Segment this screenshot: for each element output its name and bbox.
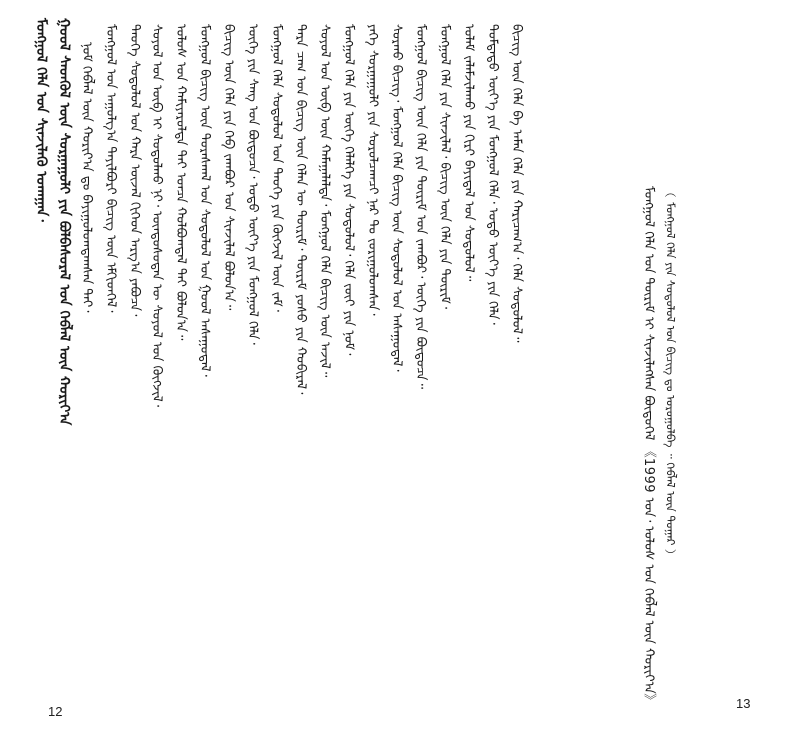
text-column: ᠮᠣᠩᠭᠣᠯ ᠬᠡᠯᠡ ᠤᠨ ᠰᠢᠨᠵᠢᠯᠡᠬᠦ ᠤᠬᠠᠭᠠᠨ᠂ bbox=[33, 18, 49, 222]
text-column: ᠲᠡᠦᠬᠡ ᠰᠤᠳᠤᠯᠤᠯ ᠤᠨ ᠬᠠᠷᠠ ᠦᠵᠡᠯ ᠬᠢᠭᠡᠳ ᠠᠷᠭ᠎ᠠ ᠶᠠᠪᠤᠴᠠ᠂ bbox=[127, 24, 142, 317]
text-column: ᠮᠣᠩᠭᠣᠯ ᠪᠢᠴᠢᠭ ᠦᠨ ᠳᠤᠷᠠᠰᠬᠠᠯ ᠤᠨ ᠰᠤᠳᠤᠯᠤᠯ ᠤᠨ ᠭᠣᠣᠯ ᠠᠰᠠᠭᠤᠳᠠᠯ᠂ bbox=[197, 24, 212, 377]
text-column: ᠰᠤᠷᠬᠤ ᠪᠢᠴᠢᠭ᠂ ᠮᠣᠩᠭᠣᠯ ᠬᠡᠯᠡ ᠪᠢᠴᠢᠭ ᠦᠨ ᠰᠤᠳᠤᠯᠤᠯ ᠤᠨ ᠠᠰᠠᠭᠤᠳᠠᠯ᠂ bbox=[389, 24, 404, 372]
text-column: （ ᠮᠣᠩᠭᠣᠯ ᠬᠡᠯᠡ ᠶᠢᠨ ᠰᠤᠳᠤᠯᠤᠯ ᠤᠨ ᠪᠢᠴᠢᠭ ᠳᠤ ᠣᠷᠣᠭᠤᠯᠪᠠ ᠃ ᠬᠡᠪᠯᠡᠯ ᠦᠨ ᠳᠤᠭᠠᠷ ） bbox=[663, 186, 678, 561]
text-column: ᠭᠤᠣᠯ ᠰᠡᠳᠬᠦᠯ ᠦᠨ ᠰᠤᠷᠭᠠᠭᠤᠯᠢ ᠶᠢᠨ ᠪᠣᠯᠪᠠᠰᠤᠷᠠᠯ ᠤᠨ ᠬᠡᠪᠯᠡᠯ ᠦᠨ ᠬᠣᠷᠢᠶ᠎ᠠ bbox=[56, 18, 72, 426]
text-column: ᠮᠣᠩᠭᠣᠯ ᠤᠨ ᠠᠭᠤᠯᠭ᠎ᠠ ᠲᠠᠶᠢᠯᠪᠤᠷᠢ ᠪᠢᠴᠢᠭ ᠦᠨ ᠡᠮᠬᠢᠳᠬᠡᠯ᠂ bbox=[103, 24, 118, 313]
text-column: ᠪᠢᠴᠢᠭ᠌ ᠦᠨ ᠬᠡᠯᠡ ᠶᠢᠨ ᠬᠡᠪ ᠵᠠᠭᠪᠤᠷ ᠤᠨ ᠰᠢᠨᠵᠢᠯᠡᠯ ᠪᠣᠯᠤᠨ᠎ᠠ᠃ bbox=[221, 24, 236, 311]
text-column: ᠦᠭᠡ ᠶᠢᠨ ᠰᠠᠩ ᠤᠨ ᠪᠦᠲᠦᠴᠡ᠂ ᠣᠳᠣ ᠦᠶ᠎ᠡ ᠶᠢᠨ ᠮᠣᠩᠭᠣᠯ ᠬᠡᠯᠡ᠂ bbox=[245, 24, 260, 345]
text-column: ᠮᠣᠩᠭᠣᠯ ᠪᠢᠴᠢᠭ ᠦᠨ ᠬᠡᠯᠡ ᠶᠢᠨ ᠳᠦᠷᠢᠮ ᠤᠨ ᠵᠠᠭᠪᠤᠷ᠂ ᠦᠭᠡ ᠶᠢᠨ ᠪᠦᠲᠦᠴᠡ᠃ bbox=[413, 24, 428, 390]
text-column: ᠳᠤᠮᠳᠠᠳᠤ ᠦᠶ᠎ᠡ ᠶᠢᠨ ᠮᠣᠩᠭᠣᠯ ᠬᠡᠯᠡ᠂ ᠣᠳᠣ ᠦᠶ᠎ᠡ ᠶᠢᠨ ᠬᠡᠯᠡ᠂ bbox=[485, 24, 500, 325]
text-column: ᠨᠣᠮ ᠬᠡᠪᠯᠡᠯ ᠦᠨ ᠬᠣᠷᠢᠶ᠎ᠠ ᠳᠤ ᠪᠠᠶᠢᠭᠤᠯᠤᠭᠳᠠᠭᠰᠠᠨ ᠲᠠᠢ᠂ bbox=[79, 42, 94, 313]
text-column: ᠰᠣᠶᠣᠯ ᠤᠨ ᠥᠪ ᠦᠨ ᠬᠠᠮᠠᠭᠠᠯᠠᠯᠲᠠ᠂ ᠮᠣᠩᠭᠣᠯ ᠬᠡᠯᠡ ᠪᠢᠴᠢᠭ ᠦᠨ ᠠᠵᠢᠯ᠃ bbox=[317, 24, 332, 378]
text-column: ᠲᠡᠷᠡ ᠴᠠᠭ ᠤᠨ ᠪᠢᠴᠢᠭ ᠦᠨ ᠬᠡᠯᠡᠨ ᠦ ᠳᠦᠷᠢᠮ᠂ ᠳᠦᠷᠢᠮ ᠶᠣᠰᠣ ᠶᠢᠨ ᠬᠤᠪᠢᠷᠠᠯ᠂ bbox=[293, 24, 308, 395]
text-column: ᠤᠯᠤᠰ ᠤᠨ ᠬᠠᠮᠢᠶᠠᠷᠤᠯᠲᠠ ᠲᠠᠢ ᠣᠨᠴᠠ ᠬᠣᠯᠪᠣᠭᠳᠠᠯ ᠲᠠᠢ ᠪᠣᠯᠤᠨ᠎ᠠ᠃ bbox=[173, 24, 188, 341]
text-column: ᠮᠣᠩᠭᠣᠯ ᠬᠡᠯᠡ ᠶᠢᠨ ᠦᠭᠡ ᠬᠡᠯᠡᠯᠭᠡ ᠶᠢᠨ ᠰᠤᠳᠤᠯᠤᠯ᠂ ᠬᠡᠯᠡ ᠵᠦᠢ ᠶᠢᠨ ᠨᠣᠮ᠂ bbox=[341, 24, 356, 356]
page-number: 12 bbox=[48, 704, 63, 719]
text-column: ᠤᠯᠠᠮ ᠵᠠᠯᠠᠮᠵᠢᠯᠠᠬᠤ ᠶᠢᠨ ᠬᠢᠷᠢ ᠪᠠᠶᠢᠳᠠᠯ ᠤᠨ ᠰᠤᠳᠤᠯᠤᠯ᠃ bbox=[461, 24, 476, 282]
text-column: ᠰᠣᠶᠣᠯ ᠤᠨ ᠥᠪ ᠢ ᠰᠤᠳᠤᠯᠬᠤ ᠨᠢ᠂ ᠦᠨᠳᠦᠰᠦᠲᠡᠨ ᠦ ᠰᠣᠶᠣᠯ ᠤᠨ ᠬᠥᠭᠵᠢᠯ᠂ bbox=[149, 24, 164, 407]
text-column: ᠪᠢᠴᠢᠭ ᠦᠨ ᠬᠡᠯᠡ ᠪᠠ ᠠᠮᠠᠨ ᠬᠡᠯᠡ ᠶᠢᠨ ᠬᠠᠷᠢᠴᠠᠭ᠎ᠠ᠂ ᠬᠡᠯᠡ ᠰᠤᠳᠤᠯᠤᠯ᠃ bbox=[509, 24, 524, 343]
text-column: ᠮᠣᠩᠭᠣᠯ ᠬᠡᠯᠡ ᠰᠤᠳᠤᠯᠤᠯ ᠤᠨ ᠲᠡᠦᠬᠡ ᠶᠢᠨ ᠬᠥᠭᠵᠢᠯ ᠦᠨ ᠵᠠᠮ᠂ bbox=[269, 24, 284, 312]
text-column: ᠶᠡᠬᠡ ᠰᠤᠷᠭᠠᠭᠤᠯᠢ ᠶᠢᠨ ᠰᠤᠷᠤᠯᠴᠠᠭᠴᠢ ᠨᠠᠷ ᠲᠤ ᠵᠣᠷᠢᠭᠤᠯᠤᠭᠰᠠᠨ᠂ bbox=[365, 24, 380, 316]
text-column: ᠮᠣᠩᠭᠣᠯ ᠬᠡᠯᠡ ᠶᠢᠨ ᠰᠢᠨᠵᠢᠯᠡᠯ᠂ ᠪᠢᠴᠢᠭ ᠦᠨ ᠬᠡᠯᠡ ᠶᠢᠨ ᠳᠦᠷᠢᠮ᠂ bbox=[437, 24, 452, 310]
page-number: 13 bbox=[736, 696, 751, 711]
text-column: ᠮᠣᠩᠭᠣᠯ ᠬᠡᠯᠡ ᠤᠨ ᠳᠦᠷᠢᠮ ᠢ ᠰᠢᠨᠵᠢᠯᠡᠭᠰᠡᠨ ᠪᠦᠲᠦᠭᠡᠯ 《1999 ᠣᠨ᠂ ᠤᠯᠤᠰ ᠤᠨ ᠬᠡᠪᠯᠡᠯ ᠦᠨ ᠬᠣᠷᠢᠶ᠎ᠠ》 bbox=[641, 186, 656, 708]
right-page bbox=[560, 0, 785, 737]
